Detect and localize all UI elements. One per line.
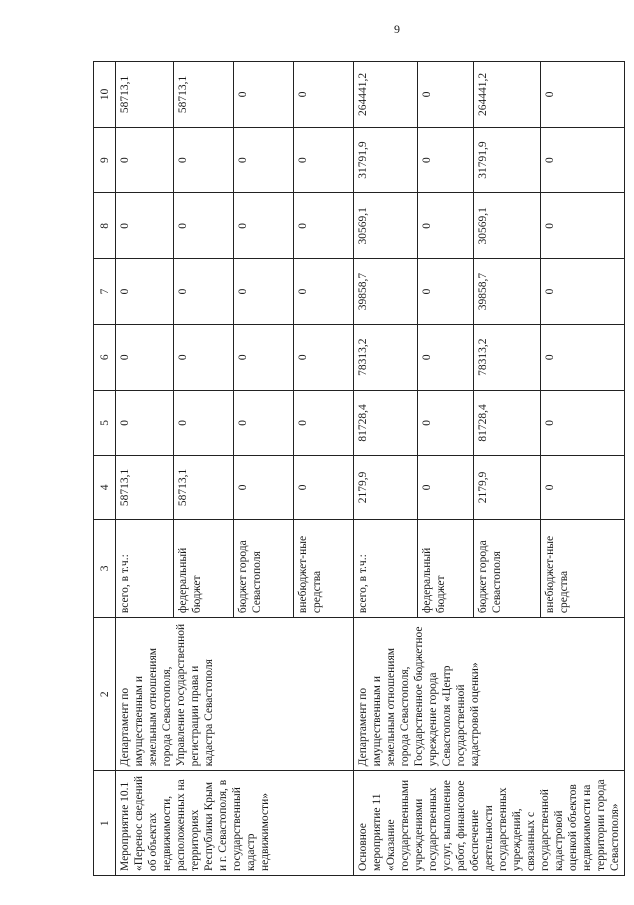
measure-name: Основное мероприятие 11 «Оказание государственными учреждениями государственных услуг, выполнение работ, финансовое обеспечение деятельности государственных учреждений, связанных с государственной кадастровой оценкой объектов недвижимости на территории города Севастополя» (354, 771, 625, 876)
value-cell: 39858,7 (473, 259, 540, 325)
header-cell: 9 (94, 127, 116, 193)
value-cell: 2179,9 (354, 456, 418, 519)
value-cell: 0 (294, 324, 354, 390)
value-cell: 0 (234, 193, 294, 259)
funding-source: федеральный бюджет (418, 519, 474, 618)
value-cell: 31791,9 (354, 127, 418, 193)
funding-source: всего, в т.ч.: (116, 519, 174, 618)
value-cell: 0 (294, 456, 354, 519)
value-cell: 2179,9 (473, 456, 540, 519)
value-cell: 0 (234, 62, 294, 128)
header-cell: 6 (94, 324, 116, 390)
value-cell: 264441,2 (473, 62, 540, 128)
funding-source: федеральный бюджет (174, 519, 234, 618)
measure-name: Мероприятие 10.1 «Перенос сведений об объектах недвижимости, расположенных на территориях Республики Крым и г. Севастополя, в государственный кадастр недвижимости» (116, 771, 354, 876)
value-cell: 0 (418, 259, 474, 325)
value-cell: 0 (540, 324, 624, 390)
value-cell: 58713,1 (116, 456, 174, 519)
value-cell: 58713,1 (174, 456, 234, 519)
value-cell: 0 (418, 390, 474, 456)
value-cell: 0 (540, 390, 624, 456)
value-cell: 0 (540, 127, 624, 193)
value-cell: 0 (116, 390, 174, 456)
value-cell: 58713,1 (116, 62, 174, 128)
funding-source: бюджет города Севастополя (234, 519, 294, 618)
executor-name: Департамент по имущественным и земельным отношениям города Севастополя, Управление государственной регистрации права и кадастра Севастополя (116, 618, 354, 771)
value-cell: 0 (116, 193, 174, 259)
value-cell: 0 (418, 62, 474, 128)
value-cell: 0 (234, 324, 294, 390)
value-cell: 0 (294, 390, 354, 456)
value-cell: 0 (234, 390, 294, 456)
value-cell: 0 (116, 127, 174, 193)
header-cell: 5 (94, 390, 116, 456)
header-cell: 2 (94, 618, 116, 771)
funding-source: всего, в т.ч.: (354, 519, 418, 618)
header-cell: 3 (94, 519, 116, 618)
value-cell: 81728,4 (354, 390, 418, 456)
value-cell: 0 (116, 259, 174, 325)
funding-source: бюджет города Севастополя (473, 519, 540, 618)
value-cell: 0 (294, 127, 354, 193)
value-cell: 0 (174, 324, 234, 390)
value-cell: 0 (174, 193, 234, 259)
funding-source: внебюджет-ные средства (540, 519, 624, 618)
value-cell: 81728,4 (473, 390, 540, 456)
value-cell: 0 (294, 193, 354, 259)
value-cell: 0 (418, 127, 474, 193)
header-cell: 10 (94, 62, 116, 128)
value-cell: 0 (234, 456, 294, 519)
value-cell: 78313,2 (473, 324, 540, 390)
value-cell: 0 (174, 259, 234, 325)
value-cell: 0 (234, 127, 294, 193)
funding-table (93, 61, 625, 876)
value-cell: 264441,2 (354, 62, 418, 128)
value-cell: 0 (294, 62, 354, 128)
value-cell: 0 (418, 456, 474, 519)
value-cell: 0 (234, 259, 294, 325)
value-cell: 58713,1 (174, 62, 234, 128)
table-row (354, 62, 418, 876)
value-cell: 0 (540, 62, 624, 128)
value-cell: 30569,1 (473, 193, 540, 259)
executor-name: Департамент по имущественным и земельным отношениям города Севастополя, Государственное бюджетное учреждение города Севастополя «Центр государственной кадастровой оценки» (354, 618, 625, 771)
value-cell: 0 (174, 390, 234, 456)
value-cell: 31791,9 (473, 127, 540, 193)
table-row (116, 62, 174, 876)
header-row (94, 62, 116, 876)
value-cell: 0 (294, 259, 354, 325)
value-cell: 0 (116, 324, 174, 390)
value-cell: 0 (540, 259, 624, 325)
value-cell: 0 (540, 456, 624, 519)
value-cell: 0 (418, 324, 474, 390)
funding-source: внебюджет-ные средства (294, 519, 354, 618)
value-cell: 0 (540, 193, 624, 259)
page-number: 9 (394, 22, 400, 36)
rotated-table-frame (93, 61, 621, 876)
value-cell: 30569,1 (354, 193, 418, 259)
header-cell: 4 (94, 456, 116, 519)
value-cell: 78313,2 (354, 324, 418, 390)
header-cell: 1 (94, 771, 116, 876)
value-cell: 39858,7 (354, 259, 418, 325)
header-cell: 7 (94, 259, 116, 325)
header-cell: 8 (94, 193, 116, 259)
value-cell: 0 (174, 127, 234, 193)
value-cell: 0 (418, 193, 474, 259)
